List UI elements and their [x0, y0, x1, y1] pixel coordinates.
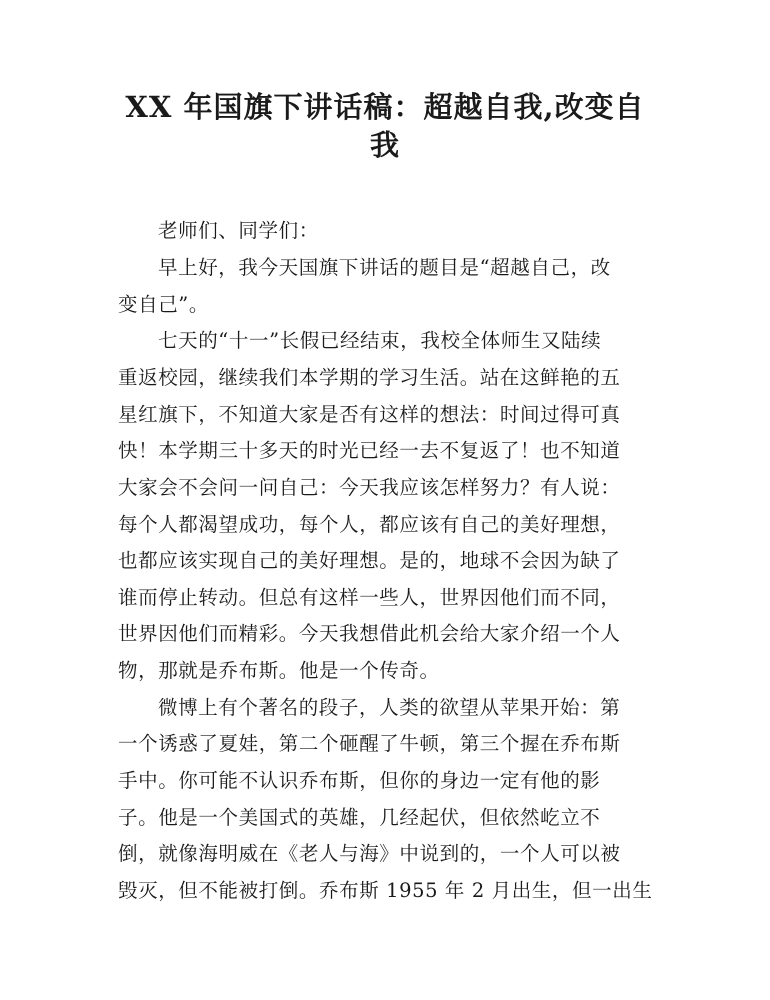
paragraph-3-line: 子。他是一个美国式的英雄，几经起伏，但依然屹立不	[118, 806, 601, 829]
paragraph-3-line: 倒，就像海明威在《老人与海》中说到的，一个人可以被	[118, 842, 621, 865]
paragraph-3-line: 一个诱惑了夏娃，第二个砸醒了牛顿，第三个握在乔布斯	[118, 732, 621, 755]
paragraph-2-line: 星红旗下，不知道大家是否有这样的想法：时间过得可真	[118, 403, 621, 426]
paragraph-2-line: 七天的“十一”长假已经结束，我校全体师生又陆续	[158, 329, 602, 352]
document-title	[100, 88, 670, 164]
paragraph-1-line: 早上好，我今天国旗下讲话的题目是“超越自己，改	[158, 256, 611, 279]
paragraph-3-line: 微博上有个著名的段子，人类的欲望从苹果开始：第	[158, 696, 621, 719]
paragraph-2-line: 每个人都渴望成功，每个人，都应该有自己的美好理想，	[118, 513, 621, 536]
paragraph-3-line: 手中。你可能不认识乔布斯，但你的身边一定有他的影	[118, 769, 601, 792]
title-line-1: XX 年国旗下讲话稿：超越自我,改变自	[125, 90, 645, 124]
paragraph-2-line: 物，那就是乔布斯。他是一个传奇。	[118, 659, 440, 682]
title-line-2: 我	[369, 128, 400, 162]
paragraph-3-line: 毁灭，但不能被打倒。乔布斯 1955 年 2 月出生，但一出生	[118, 879, 653, 902]
paragraph-2-line: 世界因他们而精彩。今天我想借此机会给大家介绍一个人	[118, 622, 621, 645]
paragraph-2-line: 重返校园，继续我们本学期的学习生活。站在这鲜艳的五	[118, 366, 621, 389]
paragraph-2-line: 快！本学期三十多天的时光已经一去不复返了！也不知道	[118, 439, 621, 462]
paragraph-2-line: 也都应该实现自己的美好理想。是的，地球不会因为缺了	[118, 549, 621, 572]
paragraph-2-line: 大家会不会问一问自己：今天我应该怎样努力？有人说：	[118, 476, 621, 499]
paragraph-1-line: 变自己”。	[118, 293, 209, 316]
paragraph-2-line: 谁而停止转动。但总有这样一些人，世界因他们而不同，	[118, 586, 621, 609]
salutation-line: 老师们、同学们：	[158, 219, 319, 242]
